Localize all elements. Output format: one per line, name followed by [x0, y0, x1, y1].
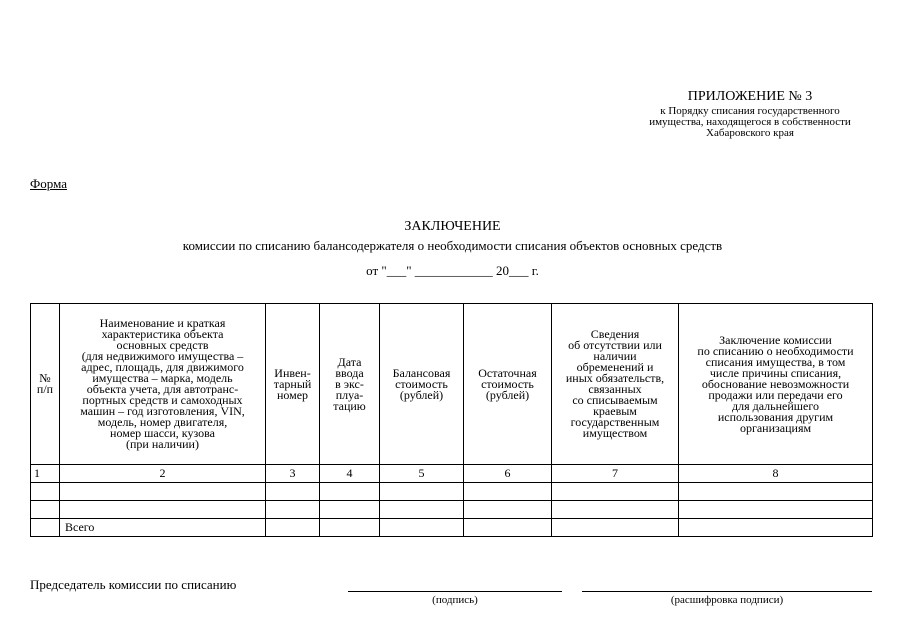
header-encumbrance-info: Сведения об отсутствии или наличии обременений и иных обязательств, связанных со списываемым краевым государственным имуществом: [552, 304, 679, 465]
table-cell: [552, 501, 679, 519]
table-row-empty: [31, 501, 873, 519]
table-cell: [31, 519, 60, 537]
column-number-row: [31, 465, 873, 483]
table-cell: [464, 519, 552, 537]
document-subtitle: комиссии по списанию балансодержателя о необходимости списания объектов основных средств: [182, 238, 723, 253]
header-residual-value: Остаточная стоимость (рублей): [464, 304, 552, 465]
chairman-label: Председатель комиссии по списанию: [30, 577, 237, 592]
header-book-value: Балансовая стоимость (рублей): [380, 304, 464, 465]
table-cell: [464, 501, 552, 519]
table-cell: [320, 519, 380, 537]
signature-caption: (подпись): [432, 594, 478, 606]
table-cell: [679, 483, 873, 501]
table-cell: [464, 483, 552, 501]
table-cell: [320, 501, 380, 519]
table-cell: [266, 483, 320, 501]
form-label: Форма: [30, 176, 67, 191]
document-date-line: от "___" ____________ 20___ г.: [366, 263, 539, 278]
table-row-empty: [31, 483, 873, 501]
document-title: ЗАКЛЮЧЕНИЕ: [404, 219, 501, 234]
column-number: 8: [679, 465, 873, 483]
total-label: Всего: [60, 519, 266, 537]
table-cell: [31, 501, 60, 519]
table-cell: [60, 501, 266, 519]
header-commissioning-date: Дата ввода в экс- плуа- тацию: [320, 304, 380, 465]
table-header-row: [31, 304, 873, 465]
table-cell: [380, 519, 464, 537]
table-cell: [320, 483, 380, 501]
column-number: 6: [464, 465, 552, 483]
column-number: 5: [380, 465, 464, 483]
signature-decode-line: [582, 591, 872, 592]
table-cell: [679, 501, 873, 519]
table-cell: [679, 519, 873, 537]
table-cell: [552, 519, 679, 537]
table-cell: [380, 501, 464, 519]
header-commission-conclusion: Заключение комиссии по списанию о необходимости списания имущества, в том числе причины списания, обоснование невозможности продажи или передачи его для дальнейшего использования другим организациям: [679, 304, 873, 465]
column-number: 3: [266, 465, 320, 483]
header-number: № п/п: [31, 304, 60, 465]
signature-decode-caption: (расшифровка подписи): [670, 594, 784, 606]
table-cell: [552, 483, 679, 501]
column-number: 1: [31, 465, 60, 483]
header-name-description: Наименование и краткая характеристика объекта основных средств (для недвижимого имущества – адрес, площадь, для движимого имущества – марка, модель объекта учета, для автотранс- портных средств и самоходных машин – год изготовления, VIN, модель, номер двигателя, номер шасси, кузова (при наличии): [60, 304, 266, 465]
column-number: 4: [320, 465, 380, 483]
column-number: 2: [60, 465, 266, 483]
column-number: 7: [552, 465, 679, 483]
appendix-note: к Порядку списания государственного имущества, находящегося в собственности Хабаровского края: [649, 105, 851, 139]
signature-line: [348, 591, 562, 592]
header-inventory-number: Инвен- тарный номер: [266, 304, 320, 465]
table-cell: [266, 519, 320, 537]
appendix-title: ПРИЛОЖЕНИЕ № 3: [687, 89, 813, 104]
table-cell: [60, 483, 266, 501]
write-off-table: [30, 303, 873, 537]
table-cell: [31, 483, 60, 501]
table-row-total: [31, 519, 873, 537]
table-cell: [380, 483, 464, 501]
table-cell: [266, 501, 320, 519]
